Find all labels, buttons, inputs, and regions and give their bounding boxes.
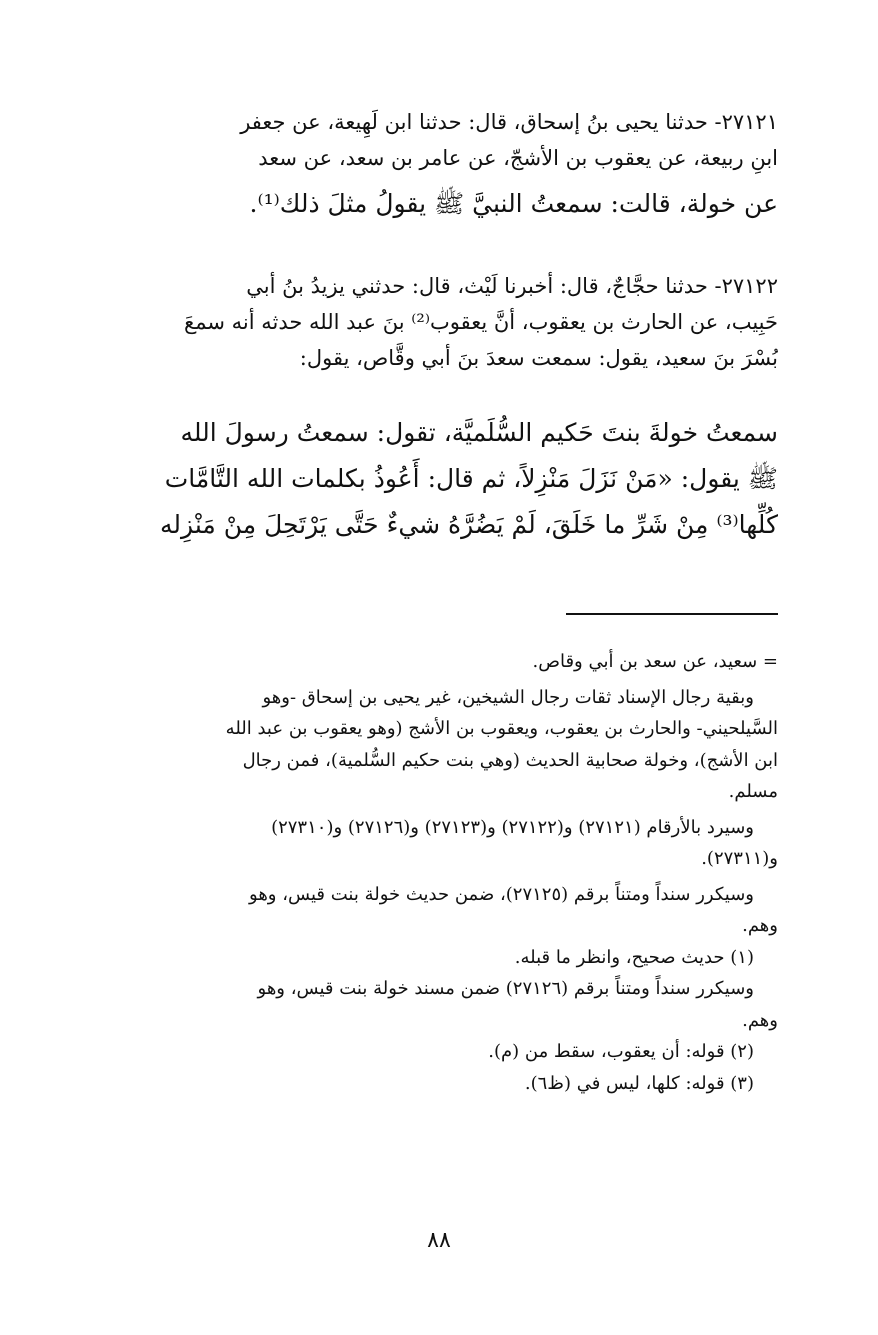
text-line: كُلِّها⁽³⁾ مِنْ شَرِّ ما خَلَقَ، لَمْ يَضُرَّهُ شيءٌ حَتَّى يَرْتَحِلَ مِنْ مَنْزِله — [160, 510, 778, 539]
text-line: ﷺ يقول: «مَنْ نَزَلَ مَنْزِلاً، ثم قال: أَعُوذُ بكلمات الله التَّامَّات — [164, 464, 778, 493]
footnote-line: وسيرد بالأرقام (٢٧١٢١) و(٢٧١٢٢) و(٢٧١٢٣) و(٢٧١٢٦) و(٢٧٣١٠) — [271, 816, 754, 838]
footnote-line: وهم. — [742, 1009, 778, 1031]
footnote-line: (٣) قوله: كلها، ليس في (ظ٦). — [524, 1072, 754, 1094]
footnote-line: (٢) قوله: أن يعقوب، سقط من (م). — [488, 1041, 754, 1062]
footnote-line: مسلم. — [728, 781, 778, 802]
text-line: سمعتُ خولةَ بنتَ حَكيم السُّلَميَّة، تقول: سمعتُ رسولَ الله — [180, 418, 778, 447]
page-number: ٨٨ — [427, 1228, 451, 1253]
text-line: حَبِيب، عن الحارث بن يعقوب، أنَّ يعقوب⁽²⁾ بنَ عبد الله حدثه أنه سمعَ — [184, 310, 778, 334]
text-line: ٢٧١٢٢- حدثنا حجَّاجٌ، قال: أخبرنا لَيْث، قال: حدثني يزيدُ بنُ أبي — [246, 274, 778, 298]
hadith-27121 — [98, 104, 778, 228]
footnote-line: وسيكرر سنداً ومتناً برقم (٢٧١٢٦) ضمن مسند خولة بنت قيس، وهو — [257, 978, 754, 999]
footnote-line: (١) حديث صحيح، وانظر ما قبله. — [514, 946, 754, 968]
footnote-line: و(٢٧٣١١). — [701, 848, 778, 869]
footnote-line: وسيكرر سنداً ومتناً برقم (٢٧١٢٥)، ضمن حديث خولة بنت قيس، وهو — [249, 883, 754, 905]
text-line: عن خولة، قالت: سمعتُ النبيَّ ﷺ يقولُ مثلَ ذلك⁽¹⁾. — [249, 189, 778, 218]
text-line: ٢٧١٢١- حدثنا يحيى بنُ إسحاق، قال: حدثنا ابن لَهِيعة، عن جعفر — [240, 110, 778, 134]
hadith-27122-isnad — [98, 268, 778, 376]
footnote-line: السَّيلحيني- والحارث بن يعقوب، ويعقوب بن الأشج (وهو يعقوب بن عبد الله — [225, 718, 778, 739]
footnote-line: ابن الأشج)، وخولة صحابية الحديث (وهي بنت حكيم السُّلمية)، فمن رجال — [242, 749, 778, 771]
text-line: بُسْرَ بنَ سعيد، يقول: سمعت سعدَ بنَ أبي وقَّاص، يقول: — [299, 346, 778, 370]
footnotes — [98, 646, 778, 1099]
footnote-line: وهم. — [742, 915, 778, 936]
footnote-separator — [566, 613, 778, 615]
text-line: ابنِ ربيعة، عن يعقوب بن الأشجّ، عن عامر بن سعد، عن سعد — [258, 146, 778, 170]
footnote-line: = سعيد، عن سعد بن أبي وقاص. — [532, 651, 778, 672]
hadith-27122-matn — [98, 410, 778, 548]
footnote-line: وبقية رجال الإسناد ثقات رجال الشيخين، غير يحيى بن إسحاق -وهو — [262, 686, 754, 708]
